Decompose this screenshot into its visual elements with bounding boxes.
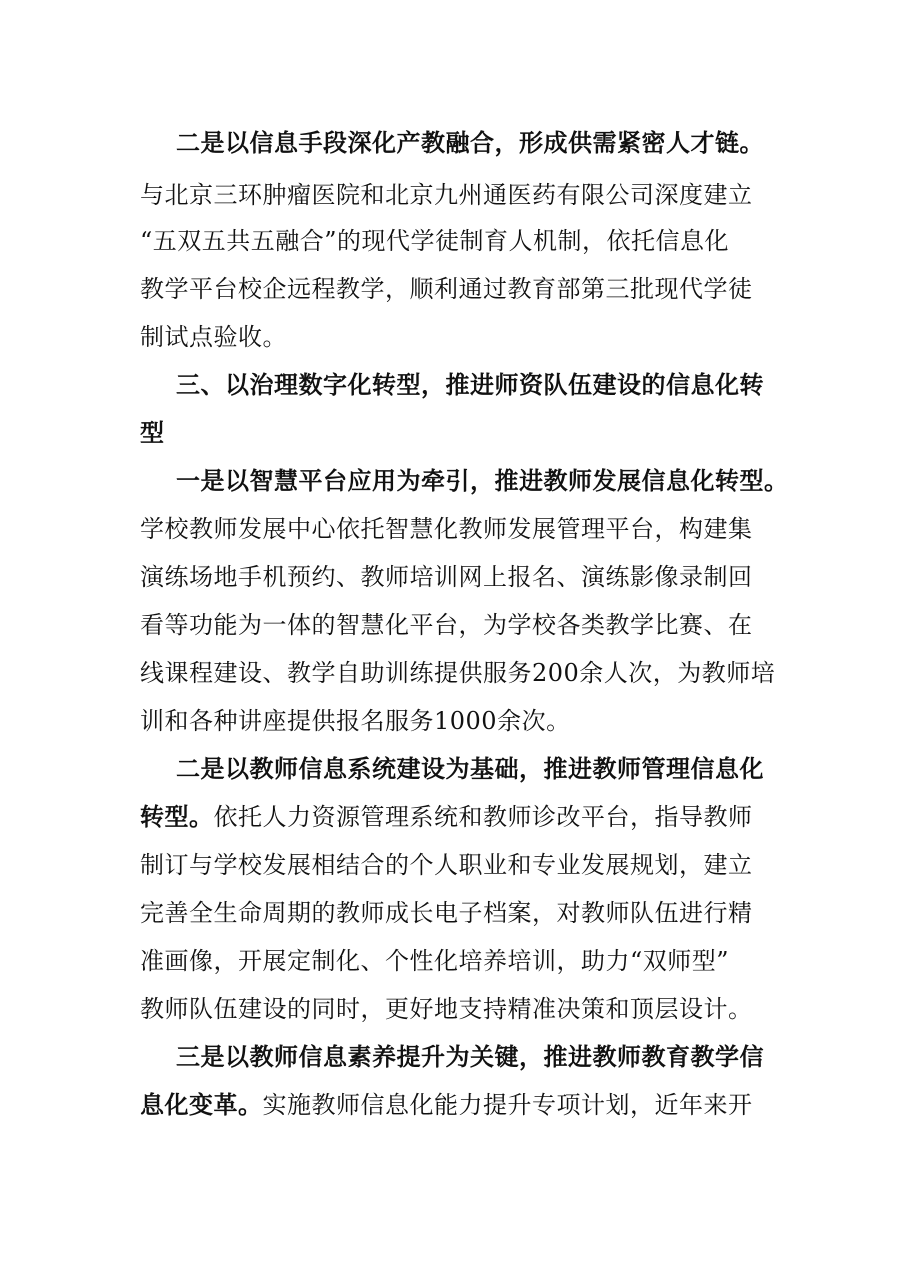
section-heading-continued — [140, 418, 165, 448]
text-run: 教学平台校企远程教学，顺利通过教育部第三批现代学徒 — [140, 275, 753, 303]
text-run: 型 — [140, 418, 165, 447]
bold-text-run: 转型。 — [140, 802, 214, 831]
bold-text-run: 息化变革。 — [140, 1090, 263, 1119]
paragraph-line — [140, 850, 753, 880]
paragraph-line — [140, 658, 775, 688]
text-run: 三、以治理数字化转型，推进师资队伍建设的信息化转 — [176, 370, 764, 399]
paragraph-line — [140, 994, 753, 1024]
paragraph-line — [140, 946, 729, 976]
text-run: 制订与学校发展相结合的个人职业和专业发展规划，建立 — [140, 851, 753, 879]
text-run: 二是以信息手段深化产教融合，形成供需紧密人才链。 — [176, 128, 764, 157]
paragraph-line — [140, 322, 287, 352]
text-run: 依托人力资源管理系统和教师诊改平台，指导教师 — [213, 803, 753, 831]
paragraph-line — [140, 226, 729, 256]
paragraph-heading — [176, 128, 764, 158]
text-run: 二是以教师信息系统建设为基础，推进教师管理信息化 — [176, 754, 764, 783]
text-run: 看等功能为一体的智慧化平台，为学校各类教学比赛、在 — [140, 611, 753, 639]
text-run: “五双五共五融合”的现代学徒制育人机制，依托信息化 — [140, 227, 730, 255]
text-run: 实施教师信息化能力提升专项计划，近年来开 — [262, 1091, 753, 1119]
text-run: 完善全生命周期的教师成长电子档案，对教师队伍进行精 — [140, 899, 753, 927]
paragraph-line — [140, 562, 753, 592]
text-run: 与北京三环肿瘤医院和北京九州通医药有限公司深度建立 — [140, 181, 753, 209]
paragraph-line — [140, 802, 753, 832]
text-run: 演练场地手机预约、教师培训网上报名、演练影像录制回 — [140, 563, 753, 591]
text-run: 学校教师发展中心依托智慧化教师发展管理平台，构建集 — [140, 515, 753, 543]
text-run: 制试点验收。 — [140, 323, 287, 351]
paragraph-line — [140, 274, 753, 304]
paragraph-line — [140, 180, 753, 210]
paragraph-heading — [176, 1042, 764, 1072]
text-run: 线课程建设、教学自助训练提供服务200余人次，为教师培 — [140, 659, 776, 687]
paragraph-line — [140, 514, 753, 544]
section-heading — [176, 370, 764, 400]
text-run: 准画像，开展定制化、个性化培养培训，助力“双师型” — [140, 947, 730, 975]
paragraph-heading — [176, 466, 789, 496]
paragraph-heading — [176, 754, 764, 784]
paragraph-line — [140, 610, 753, 640]
text-run: 教师队伍建设的同时，更好地支持精准决策和顶层设计。 — [140, 995, 753, 1023]
text-run: 训和各种讲座提供报名服务1000余次。 — [140, 707, 571, 735]
text-run: 三是以教师信息素养提升为关键，推进教师教育教学信 — [176, 1042, 764, 1071]
text-run: 一是以智慧平台应用为牵引，推进教师发展信息化转型。 — [176, 466, 789, 495]
paragraph-line — [140, 706, 571, 736]
paragraph-line — [140, 1090, 753, 1120]
paragraph-line — [140, 898, 753, 928]
